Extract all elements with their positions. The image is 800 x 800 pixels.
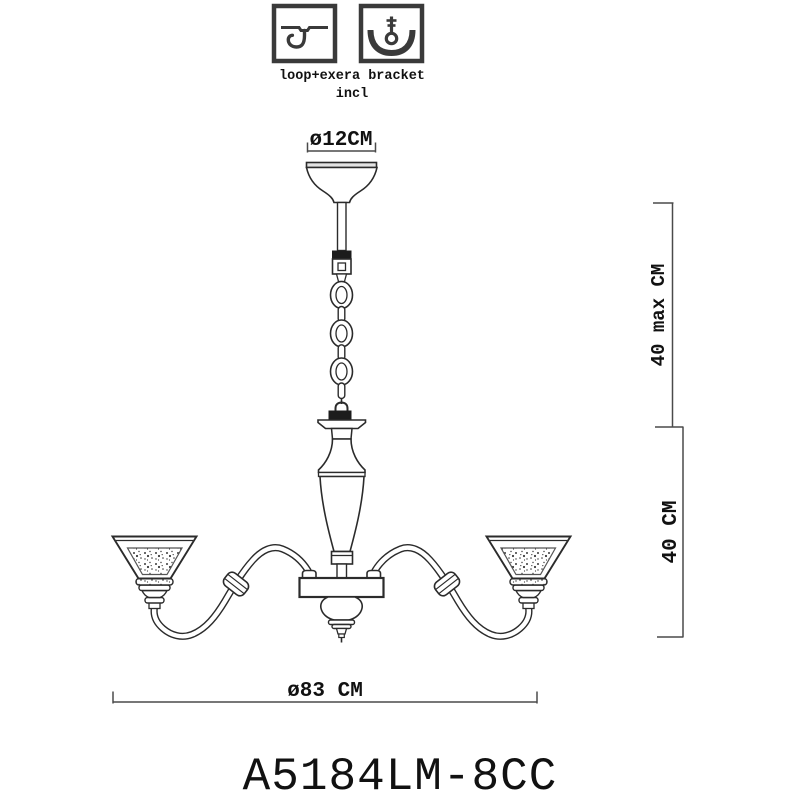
bottom-finial xyxy=(321,597,362,643)
left-arm-assembly xyxy=(113,537,309,637)
cone-shade xyxy=(113,537,197,579)
canopy-diameter-label: ø12CM xyxy=(309,129,373,152)
icon-caption-line2: incl xyxy=(335,87,369,102)
ceiling-loop-icon xyxy=(274,6,335,61)
icon-caption-line1: loop+exera bracket xyxy=(279,69,425,84)
center-column-vase xyxy=(318,403,366,579)
product-code: A5184LM-8CC xyxy=(242,751,558,800)
body-height-label: 40 CM xyxy=(660,500,683,564)
hanging-chain xyxy=(331,282,353,405)
max-height-label: 40 max CM xyxy=(648,263,670,367)
suspension-rod xyxy=(332,203,352,282)
ceiling-canopy xyxy=(307,163,378,203)
mounting-bracket-icon xyxy=(361,6,422,61)
lamp-socket xyxy=(136,579,173,609)
width-label: ø83 CM xyxy=(287,680,363,703)
right-arm-assembly xyxy=(375,537,571,637)
